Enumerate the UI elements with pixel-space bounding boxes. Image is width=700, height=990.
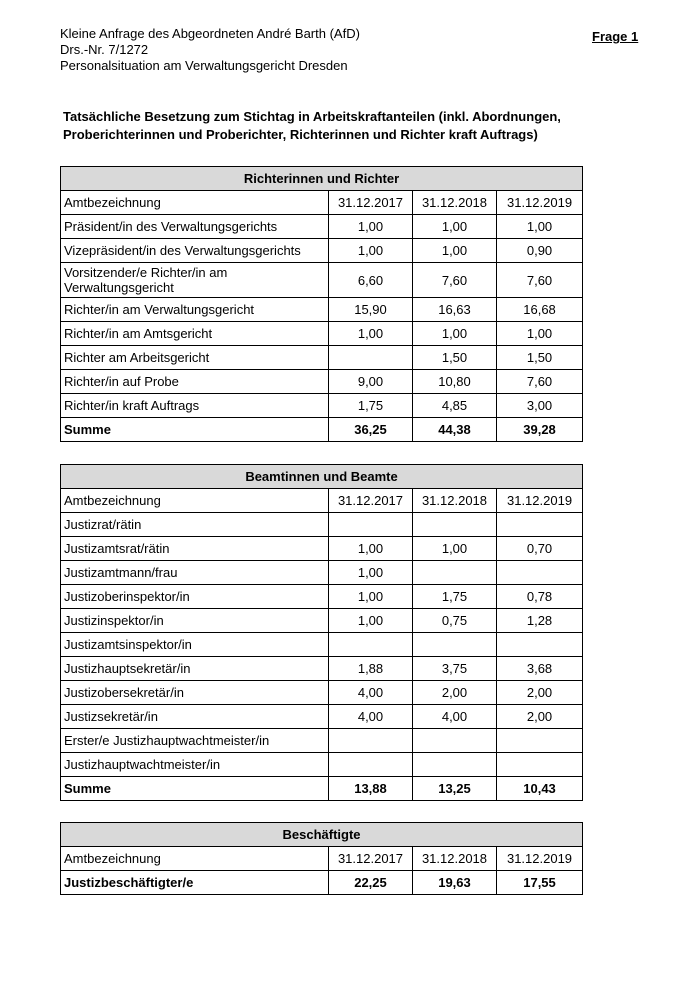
row-label: Erster/e Justizhauptwachtmeister/in bbox=[61, 729, 329, 753]
table-row bbox=[61, 729, 583, 753]
sum-value: 44,38 bbox=[413, 418, 497, 442]
row-label: Justizhauptsekretär/in bbox=[61, 657, 329, 681]
row-value: 1,00 bbox=[413, 322, 497, 346]
row-value bbox=[413, 729, 497, 753]
column-header-date: 31.12.2019 bbox=[497, 489, 583, 513]
civil-servants-table bbox=[60, 464, 583, 801]
judges-table-body bbox=[61, 167, 583, 442]
row-value: 16,63 bbox=[413, 298, 497, 322]
row-value: 1,00 bbox=[329, 322, 413, 346]
row-value bbox=[413, 513, 497, 537]
sum-value: 13,88 bbox=[329, 777, 413, 801]
row-value: 19,63 bbox=[413, 871, 497, 895]
document-title bbox=[63, 108, 633, 144]
row-value: 0,70 bbox=[497, 537, 583, 561]
row-value: 1,00 bbox=[497, 215, 583, 239]
row-value: 2,00 bbox=[497, 681, 583, 705]
section-heading-row bbox=[61, 465, 583, 489]
row-value: 1,50 bbox=[413, 346, 497, 370]
table-row bbox=[61, 681, 583, 705]
column-header-label: Amtbezeichnung bbox=[61, 489, 329, 513]
row-value: 7,60 bbox=[497, 263, 583, 298]
row-label: Richter am Arbeitsgericht bbox=[61, 346, 329, 370]
row-value: 1,00 bbox=[329, 215, 413, 239]
row-value: 4,00 bbox=[329, 705, 413, 729]
row-value bbox=[497, 513, 583, 537]
column-header-date: 31.12.2017 bbox=[329, 847, 413, 871]
row-value: 1,28 bbox=[497, 609, 583, 633]
row-label: Vorsitzender/e Richter/in am Verwaltungsgericht bbox=[61, 263, 329, 298]
row-value: 4,00 bbox=[329, 681, 413, 705]
column-header-date: 31.12.2018 bbox=[413, 489, 497, 513]
section-heading-row bbox=[61, 823, 583, 847]
row-value: 1,75 bbox=[329, 394, 413, 418]
row-value: 7,60 bbox=[413, 263, 497, 298]
employees-table-body bbox=[61, 823, 583, 895]
row-value: 3,00 bbox=[497, 394, 583, 418]
row-value: 1,00 bbox=[329, 585, 413, 609]
table-row bbox=[61, 753, 583, 777]
header-line-subject: Personalsituation am Verwaltungsgericht Dresden bbox=[60, 58, 348, 73]
row-value bbox=[497, 561, 583, 585]
section-heading: Richterinnen und Richter bbox=[61, 167, 583, 191]
sum-row bbox=[61, 418, 583, 442]
sum-row bbox=[61, 777, 583, 801]
row-value bbox=[329, 633, 413, 657]
row-value: 2,00 bbox=[413, 681, 497, 705]
row-value: 17,55 bbox=[497, 871, 583, 895]
row-value: 3,75 bbox=[413, 657, 497, 681]
employees-table bbox=[60, 822, 583, 895]
row-value: 3,68 bbox=[497, 657, 583, 681]
column-header-row bbox=[61, 847, 583, 871]
row-label: Vizepräsident/in des Verwaltungsgerichts bbox=[61, 239, 329, 263]
row-label: Richter/in am Verwaltungsgericht bbox=[61, 298, 329, 322]
row-value: 15,90 bbox=[329, 298, 413, 322]
row-value bbox=[497, 633, 583, 657]
table-row bbox=[61, 263, 583, 298]
column-header-label: Amtbezeichnung bbox=[61, 191, 329, 215]
row-label: Justizobersekretär/in bbox=[61, 681, 329, 705]
sum-value: 39,28 bbox=[497, 418, 583, 442]
row-value: 0,78 bbox=[497, 585, 583, 609]
table-row bbox=[61, 346, 583, 370]
row-value: 1,88 bbox=[329, 657, 413, 681]
row-value bbox=[413, 633, 497, 657]
civil-servants-table-body bbox=[61, 465, 583, 801]
row-label: Richter/in am Amtsgericht bbox=[61, 322, 329, 346]
column-header-date: 31.12.2018 bbox=[413, 191, 497, 215]
sum-label: Summe bbox=[61, 777, 329, 801]
column-header-date: 31.12.2019 bbox=[497, 191, 583, 215]
header-line-inquiry: Kleine Anfrage des Abgeordneten André Barth (AfD) bbox=[60, 26, 360, 41]
sum-value: 10,43 bbox=[497, 777, 583, 801]
column-header-date: 31.12.2019 bbox=[497, 847, 583, 871]
row-value: 1,75 bbox=[413, 585, 497, 609]
section-heading-row bbox=[61, 167, 583, 191]
table-row bbox=[61, 394, 583, 418]
table-row bbox=[61, 705, 583, 729]
row-value: 1,00 bbox=[329, 537, 413, 561]
row-label: Justizoberinspektor/in bbox=[61, 585, 329, 609]
judges-table bbox=[60, 166, 583, 442]
table-row bbox=[61, 585, 583, 609]
row-value: 6,60 bbox=[329, 263, 413, 298]
row-label: Präsident/in des Verwaltungsgerichts bbox=[61, 215, 329, 239]
row-value: 9,00 bbox=[329, 370, 413, 394]
row-value bbox=[497, 753, 583, 777]
section-heading: Beschäftigte bbox=[61, 823, 583, 847]
table-row bbox=[61, 561, 583, 585]
row-value: 2,00 bbox=[497, 705, 583, 729]
row-value: 1,00 bbox=[497, 322, 583, 346]
header-line-drs: Drs.-Nr. 7/1272 bbox=[60, 42, 149, 57]
column-header-row bbox=[61, 489, 583, 513]
row-value: 1,00 bbox=[329, 561, 413, 585]
row-label: Justizamtsrat/rätin bbox=[61, 537, 329, 561]
row-label: Justizsekretär/in bbox=[61, 705, 329, 729]
table-row bbox=[61, 298, 583, 322]
section-heading: Beamtinnen und Beamte bbox=[61, 465, 583, 489]
table-row bbox=[61, 609, 583, 633]
column-header-row bbox=[61, 191, 583, 215]
title-line-1: Tatsächliche Besetzung zum Stichtag in Arbeitskraftanteilen (inkl. Abordnungen, bbox=[63, 109, 561, 124]
column-header-label: Amtbezeichnung bbox=[61, 847, 329, 871]
row-value: 1,00 bbox=[413, 215, 497, 239]
row-value: 7,60 bbox=[497, 370, 583, 394]
table-row bbox=[61, 537, 583, 561]
table-row bbox=[61, 215, 583, 239]
row-value bbox=[329, 753, 413, 777]
row-value: 1,50 bbox=[497, 346, 583, 370]
row-value bbox=[413, 753, 497, 777]
row-value: 1,00 bbox=[329, 239, 413, 263]
row-value: 1,00 bbox=[413, 537, 497, 561]
row-value bbox=[329, 513, 413, 537]
row-label: Richter/in auf Probe bbox=[61, 370, 329, 394]
row-label: Justizhauptwachtmeister/in bbox=[61, 753, 329, 777]
table-row bbox=[61, 633, 583, 657]
row-value bbox=[329, 729, 413, 753]
row-label: Justizbeschäftigter/e bbox=[61, 871, 329, 895]
column-header-date: 31.12.2017 bbox=[329, 489, 413, 513]
table-row bbox=[61, 370, 583, 394]
sum-value: 36,25 bbox=[329, 418, 413, 442]
title-line-2: Proberichterinnen und Proberichter, Richterinnen und Richter kraft Auftrags) bbox=[63, 127, 538, 142]
row-value bbox=[413, 561, 497, 585]
sum-value: 13,25 bbox=[413, 777, 497, 801]
row-value: 4,00 bbox=[413, 705, 497, 729]
row-value: 1,00 bbox=[413, 239, 497, 263]
table-row bbox=[61, 239, 583, 263]
document-header bbox=[60, 26, 360, 74]
row-value: 0,75 bbox=[413, 609, 497, 633]
row-value: 1,00 bbox=[329, 609, 413, 633]
row-value: 10,80 bbox=[413, 370, 497, 394]
table-row bbox=[61, 657, 583, 681]
row-label: Justizrat/rätin bbox=[61, 513, 329, 537]
row-label: Richter/in kraft Auftrags bbox=[61, 394, 329, 418]
row-value: 22,25 bbox=[329, 871, 413, 895]
sum-label: Summe bbox=[61, 418, 329, 442]
row-value: 0,90 bbox=[497, 239, 583, 263]
column-header-date: 31.12.2018 bbox=[413, 847, 497, 871]
table-row bbox=[61, 322, 583, 346]
row-label: Justizinspektor/in bbox=[61, 609, 329, 633]
row-value bbox=[329, 346, 413, 370]
table-row bbox=[61, 871, 583, 895]
table-row bbox=[61, 513, 583, 537]
row-value: 16,68 bbox=[497, 298, 583, 322]
question-number: Frage 1 bbox=[592, 29, 639, 44]
row-label: Justizamtsinspektor/in bbox=[61, 633, 329, 657]
row-value: 4,85 bbox=[413, 394, 497, 418]
row-label: Justizamtmann/frau bbox=[61, 561, 329, 585]
row-value bbox=[497, 729, 583, 753]
column-header-date: 31.12.2017 bbox=[329, 191, 413, 215]
